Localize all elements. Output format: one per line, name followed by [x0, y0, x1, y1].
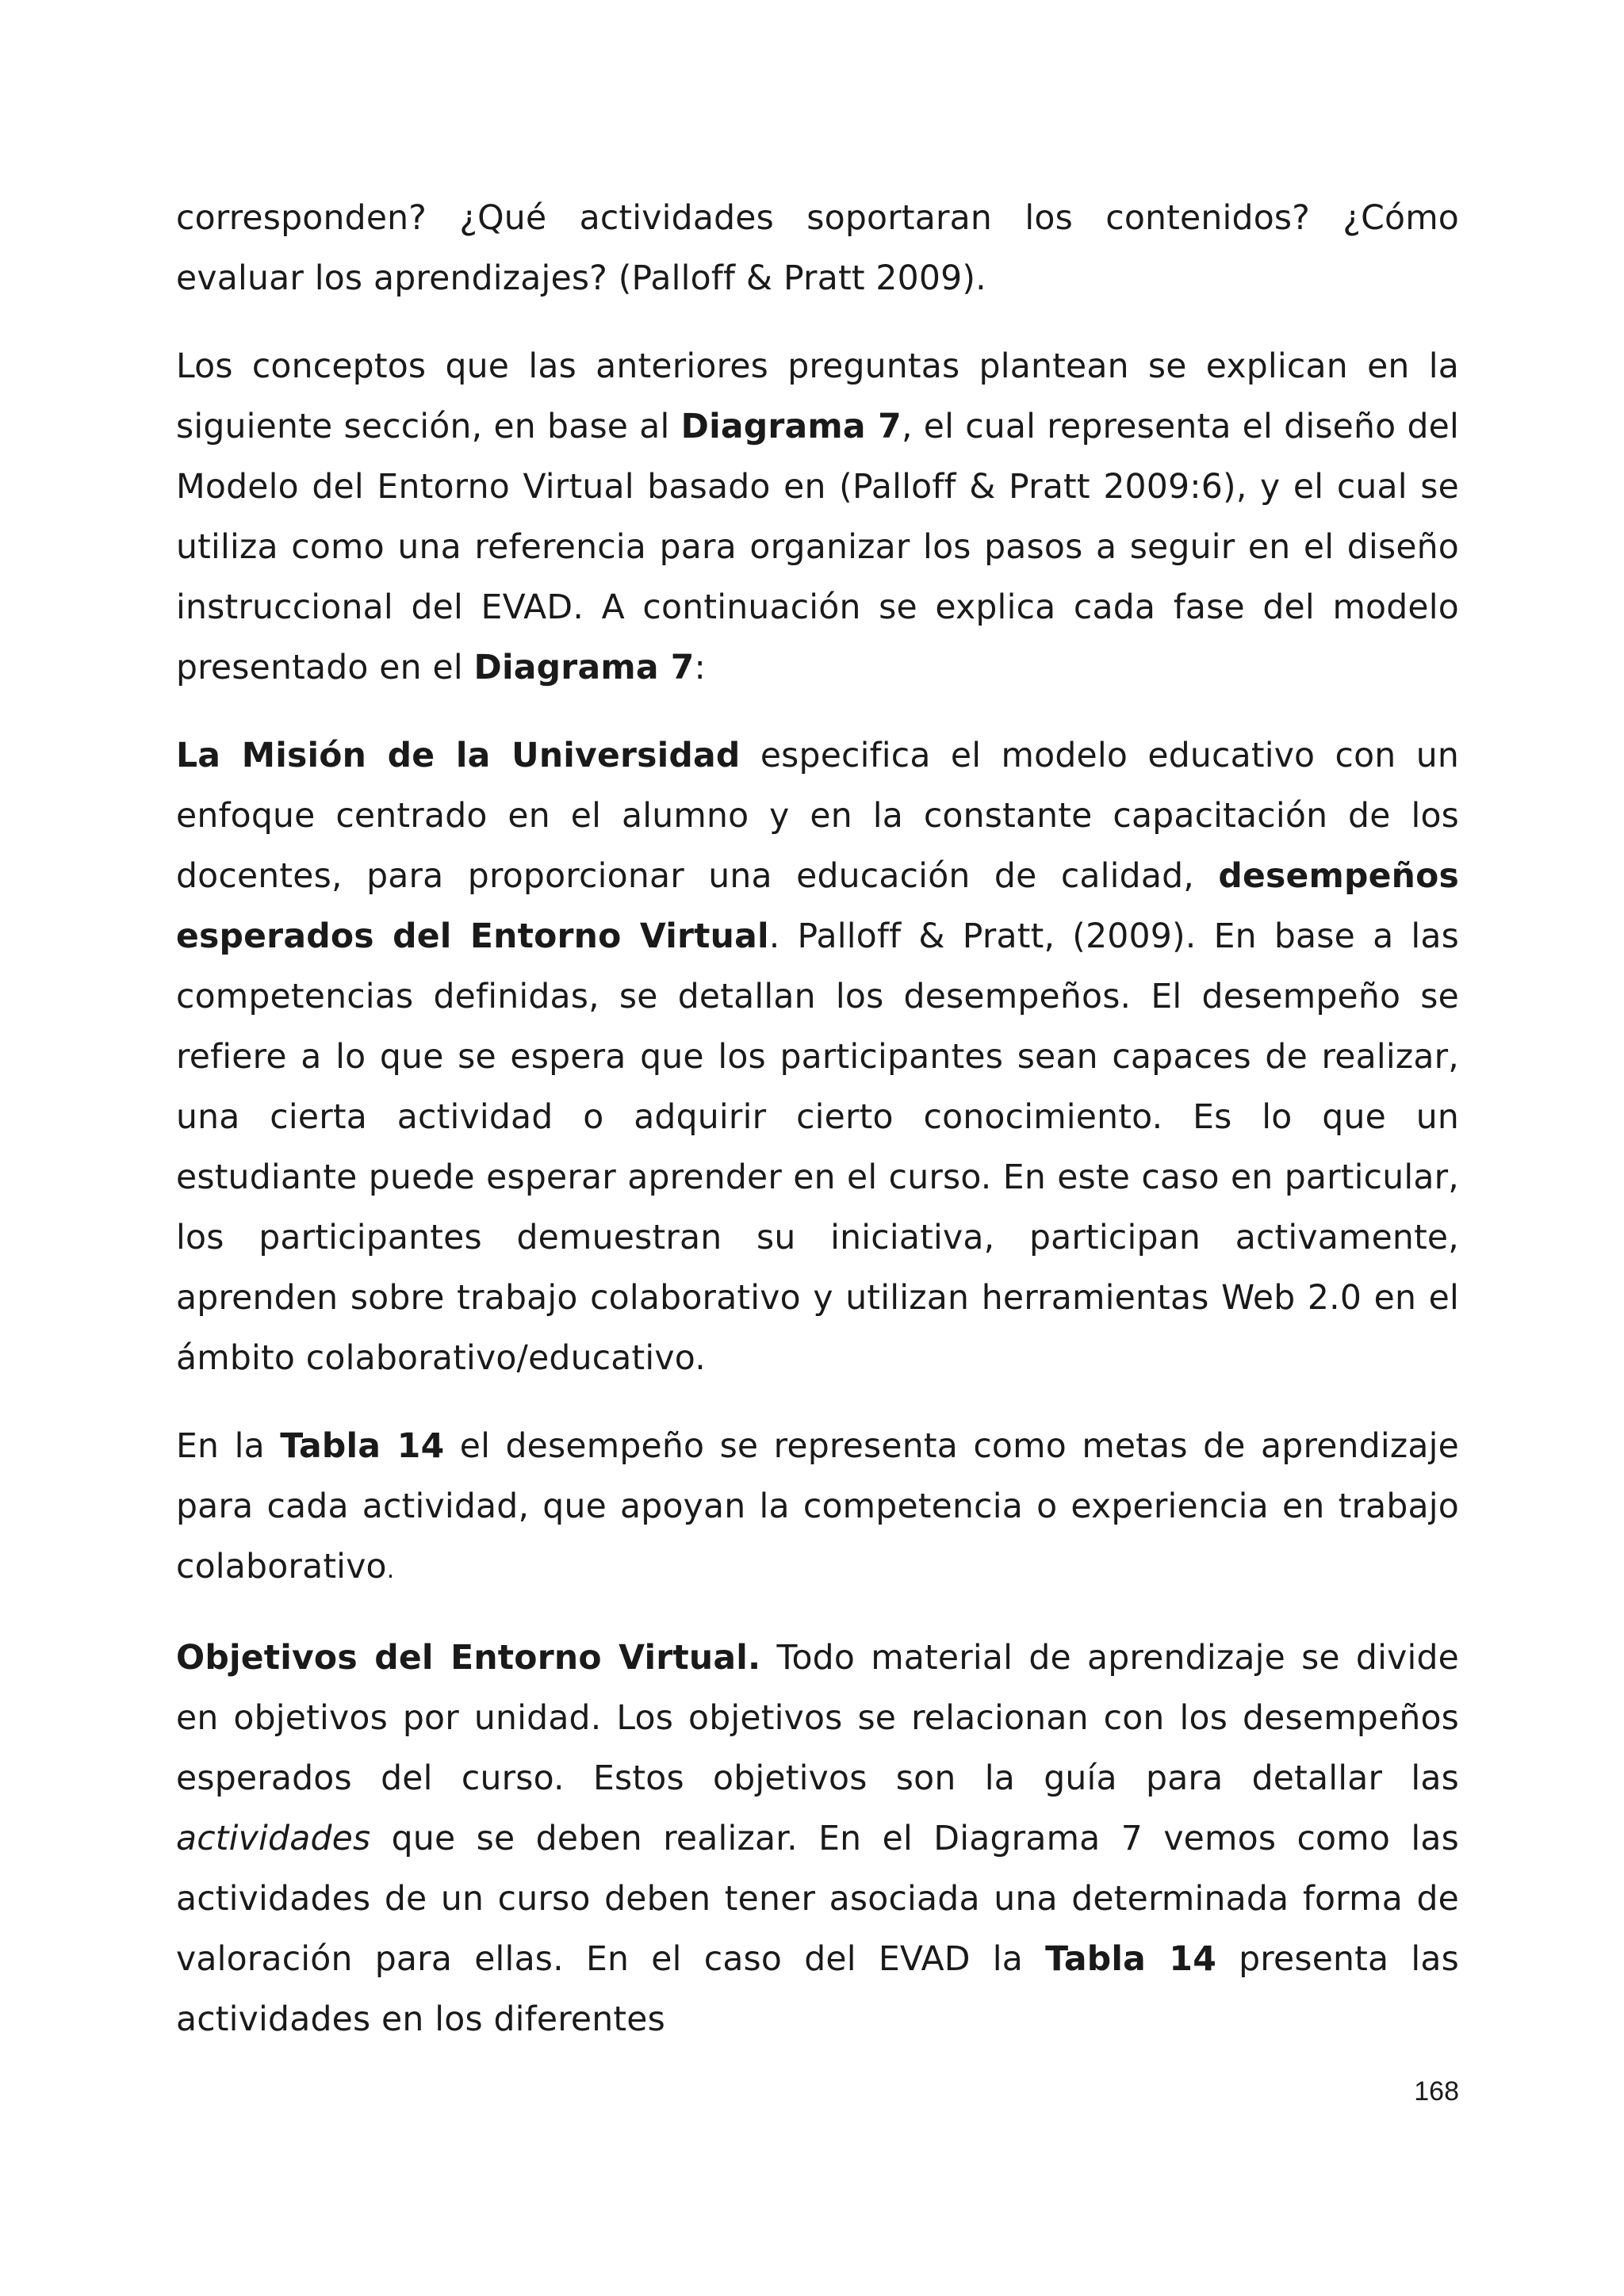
italic-term: actividades	[176, 1820, 371, 1858]
bold-term: La Misión de la Universidad	[176, 737, 741, 775]
paragraph-text: que se deben realizar. En el Diagrama 7 vemos como las actividades de un curso deben tener asociada una determinada forma de valoración para ellas. En el caso del EVAD la	[176, 1820, 1459, 1979]
paragraph	[176, 1417, 1459, 1601]
paragraph-text: corresponden? ¿Qué actividades soportaran los contenidos? ¿Cómo evaluar los aprendizajes? (Palloff & Pratt 2009).	[176, 199, 1459, 298]
paragraph-text: . Palloff & Pratt, (2009). En base a las competencias definidas, se detallan los desempeños. El desempeño se refiere a lo que se espera que los participantes sean capaces de realizar, una cierta actividad o adquirir cierto conocimiento. Es lo que un estudiante puede esperar aprender en el curso. En este caso en particular, los participantes demuestran su iniciativa, participan activamente, aprenden sobre trabajo colaborativo y utilizan herramientas Web 2.0 en el ámbito colaborativo/educativo.	[176, 917, 1459, 1378]
paragraph	[176, 1628, 1459, 2050]
paragraph	[176, 189, 1459, 309]
bold-reference: Diagrama 7	[680, 408, 902, 446]
paragraph-text: Los conceptos que las anteriores preguntas plantean se explican en la siguiente sección, en base al	[176, 347, 1459, 446]
paragraph-text: :	[694, 649, 706, 687]
paragraph-text: especifica el modelo educativo con un enfoque centrado en el alumno y en la constante capacitación de los docentes, para proporcionar una educación de calidad,	[176, 737, 1459, 896]
paragraph	[176, 337, 1459, 698]
paragraph-text: presenta las actividades en los diferentes	[176, 1940, 1459, 2039]
paragraph-text: En la	[176, 1427, 281, 1466]
bold-term: Objetivos del Entorno Virtual.	[176, 1639, 761, 1678]
paragraph-text: .	[386, 1556, 395, 1584]
paragraph	[176, 726, 1459, 1389]
paragraph-text: Todo material de aprendizaje se divide en objetivos por unidad. Los objetivos se relacionan con los desempeños esperados del curso. Estos objetivos son la guía para detallar las	[176, 1639, 1459, 1798]
bold-term: desempeños esperados del Entorno Virtual	[176, 857, 1459, 956]
document-body	[176, 189, 1459, 2050]
paragraph-text: , el cual representa el diseño del Modelo del Entorno Virtual basado en (Palloff & Pratt 2009:6), y el cual se utiliza como una referencia para organizar los pasos a seguir en el diseño instruccional del EVAD. A continuación se explica cada fase del modelo presentado en el	[176, 408, 1459, 687]
page-number: 168	[1414, 2076, 1459, 2107]
bold-reference: Tabla 14	[1045, 1940, 1216, 1979]
bold-reference: Diagrama 7	[473, 649, 695, 687]
paragraph-text: el desempeño se representa como metas de aprendizaje para cada actividad, que apoyan la competencia o experiencia en trabajo colaborativo	[176, 1427, 1459, 1586]
bold-reference: Tabla 14	[280, 1427, 445, 1466]
